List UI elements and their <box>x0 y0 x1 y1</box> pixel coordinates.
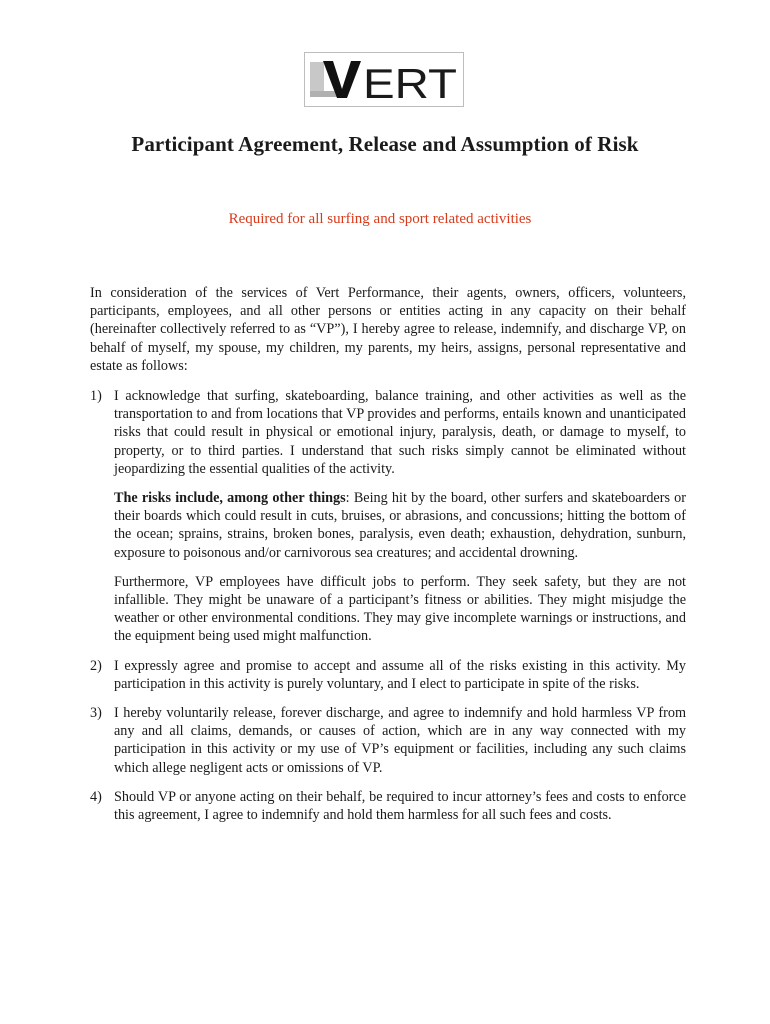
clause-text: I acknowledge that surfing, skateboarding, balance training, and other activities as well as the transportation to and from locations that VP provides and performs, entails known and unanticipated risks that could result in physical or emotional injury, paralysis, death, or damage to myself, to property, or to third parties. I understand that such risks simply cannot be eliminated without jeopardizing the essential qualities of the activity. <box>114 388 686 477</box>
clause-text: I hereby voluntarily release, forever discharge, and agree to indemnify and hold harmless VP from any and all claims, demands, or causes of action, which are in any way connected with my participation in this activity or my use of VP’s equipment or facilities, including any such claims which allege negligent acts or omissions of VP. <box>114 705 686 776</box>
vert-logo <box>304 52 464 107</box>
logo-text: ERT <box>363 60 457 106</box>
vert-logo-graphic <box>305 53 463 106</box>
clause-2 <box>90 657 686 693</box>
risks-text: : Being hit by the board, other surfers and skateboarders or their boards which could result in cuts, bruises, or abrasions, and concussions; hitting the bottom of the ocean; sprains, strains, broken bones, paralysis, even death; exhaustion, dehydration, sunburn, exposure to poisonous and/or carnivorous sea creatures; and accidental drowning. <box>114 490 686 561</box>
agreement-body <box>90 284 686 835</box>
clause-1 <box>90 387 686 478</box>
intro-paragraph: In consideration of the services of Vert Performance, their agents, owners, officers, volunteers, participants, employees, and all other persons or entities acting in any capacity on their behalf (hereinafter collectively referred to as “VP”), I hereby agree to release, indemnify, and discharge VP, on behalf of myself, my spouse, my children, my parents, my heirs, assigns, personal representative and estate as follows: <box>90 285 686 374</box>
clause-number: 4) <box>90 788 102 805</box>
risks-lead: The risks include, among other things <box>114 490 346 507</box>
clause-number: 1) <box>90 388 102 405</box>
risks-paragraph <box>114 489 686 562</box>
clause-number: 2) <box>90 657 102 674</box>
clause-text: Should VP or anyone acting on their behalf, be required to incur attorney’s fees and costs to enforce this agreement, I agree to indemnify and hold them harmless for all such fees and costs. <box>114 788 686 824</box>
clause-number: 3) <box>90 705 102 722</box>
clause-3 <box>90 704 686 777</box>
clause-text: I expressly agree and promise to accept and assume all of the risks existing in this activity. My participation in this activity is purely voluntary, and I elect to participate in spite of the risks. <box>114 657 686 692</box>
document-title: Participant Agreement, Release and Assumption of Risk <box>131 132 639 156</box>
clause-4 <box>90 788 686 824</box>
furthermore-paragraph: Furthermore, VP employees have difficult jobs to perform. They seek safety, but they are not infallible. They might be unaware of a participant’s fitness or abilities. They might misjudge the weather or other environmental conditions. They may give incomplete warnings or instructions, and the equipment being used might malfunction. <box>114 573 686 645</box>
document-subtitle: Required for all surfing and sport related activities <box>228 211 532 227</box>
